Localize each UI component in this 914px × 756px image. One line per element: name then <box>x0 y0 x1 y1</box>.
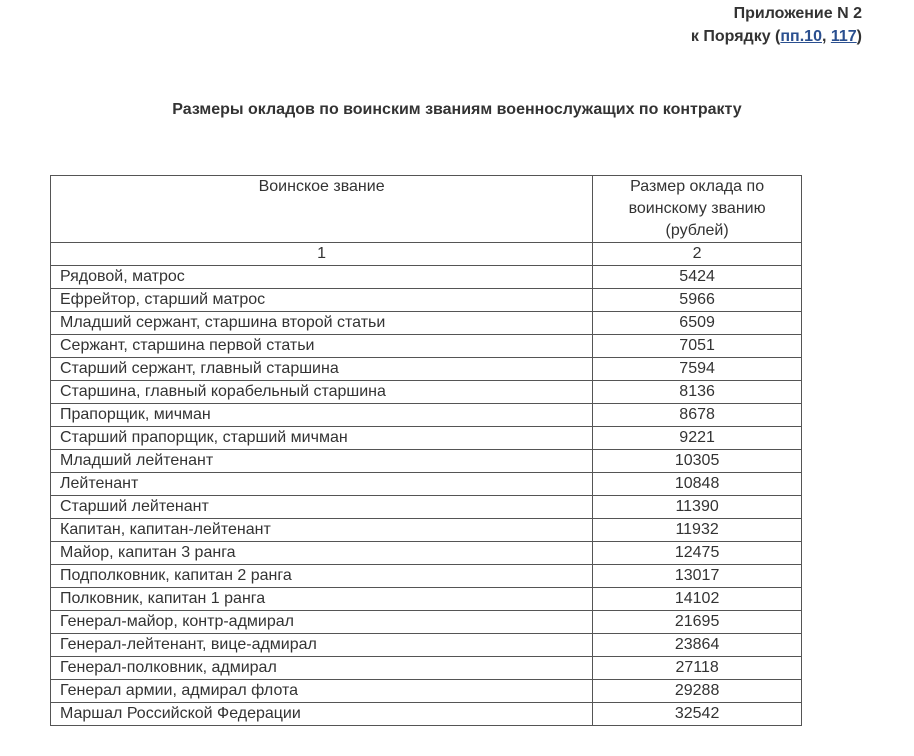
rank-cell: Старший сержант, главный старшина <box>51 358 593 381</box>
table-row <box>51 634 802 657</box>
salary-cell: 5424 <box>593 266 802 289</box>
salary-cell: 13017 <box>593 565 802 588</box>
document-title: Размеры окладов по воинским званиям военнослужащих по контракту <box>172 101 742 118</box>
rank-cell: Генерал-полковник, адмирал <box>51 657 593 680</box>
rank-cell: Ефрейтор, старший матрос <box>51 289 593 312</box>
salary-cell: 5966 <box>593 289 802 312</box>
reference-prefix: к Порядку ( <box>690 28 781 45</box>
salary-cell: 23864 <box>593 634 802 657</box>
salary-cell: 8136 <box>593 381 802 404</box>
rank-cell: Прапорщик, мичман <box>51 404 593 427</box>
reference-suffix: ) <box>856 28 862 45</box>
table-row <box>51 473 802 496</box>
salary-cell: 21695 <box>593 611 802 634</box>
column-number-1: 1 <box>51 243 593 266</box>
table-row <box>51 266 802 289</box>
salary-cell: 10848 <box>593 473 802 496</box>
salary-cell: 14102 <box>593 588 802 611</box>
column-number-2: 2 <box>593 243 802 266</box>
table-row <box>51 381 802 404</box>
rank-cell: Генерал-лейтенант, вице-адмирал <box>51 634 593 657</box>
table-row <box>51 450 802 473</box>
table-row <box>51 427 802 450</box>
salary-cell: 7051 <box>593 335 802 358</box>
table-row <box>51 358 802 381</box>
salary-cell: 27118 <box>593 657 802 680</box>
salary-table <box>50 175 802 726</box>
salary-cell: 32542 <box>593 703 802 726</box>
salary-cell: 11932 <box>593 519 802 542</box>
appendix-reference <box>691 25 862 48</box>
table-row <box>51 312 802 335</box>
appendix-number: Приложение N 2 <box>733 5 862 22</box>
salary-cell: 11390 <box>593 496 802 519</box>
header-rank: Воинское звание <box>51 176 593 243</box>
rank-cell: Подполковник, капитан 2 ранга <box>51 565 593 588</box>
header-salary: Размер оклада по воинскому званию (рублей) <box>593 176 802 243</box>
reference-separator: , <box>821 28 831 45</box>
salary-cell: 12475 <box>593 542 802 565</box>
link-paragraph-10[interactable]: пп.10 <box>780 28 822 45</box>
rank-cell: Рядовой, матрос <box>51 266 593 289</box>
rank-cell: Младший сержант, старшина второй статьи <box>51 312 593 335</box>
rank-cell: Старший прапорщик, старший мичман <box>51 427 593 450</box>
rank-cell: Сержант, старшина первой статьи <box>51 335 593 358</box>
salary-cell: 10305 <box>593 450 802 473</box>
table-row <box>51 496 802 519</box>
salary-table-body <box>51 176 802 726</box>
rank-cell: Маршал Российской Федерации <box>51 703 593 726</box>
appendix-header <box>691 2 862 48</box>
table-row <box>51 588 802 611</box>
table-row <box>51 542 802 565</box>
table-row <box>51 611 802 634</box>
rank-cell: Капитан, капитан-лейтенант <box>51 519 593 542</box>
rank-cell: Лейтенант <box>51 473 593 496</box>
rank-cell: Младший лейтенант <box>51 450 593 473</box>
salary-cell: 7594 <box>593 358 802 381</box>
table-header-row <box>51 176 802 243</box>
table-row <box>51 680 802 703</box>
rank-cell: Генерал армии, адмирал флота <box>51 680 593 703</box>
table-row <box>51 565 802 588</box>
rank-cell: Полковник, капитан 1 ранга <box>51 588 593 611</box>
rank-cell: Старшина, главный корабельный старшина <box>51 381 593 404</box>
table-row <box>51 657 802 680</box>
table-row <box>51 519 802 542</box>
salary-cell: 8678 <box>593 404 802 427</box>
rank-cell: Генерал-майор, контр-адмирал <box>51 611 593 634</box>
rank-cell: Майор, капитан 3 ранга <box>51 542 593 565</box>
salary-cell: 9221 <box>593 427 802 450</box>
table-row <box>51 404 802 427</box>
column-number-row <box>51 243 802 266</box>
table-row <box>51 703 802 726</box>
table-row <box>51 335 802 358</box>
salary-cell: 6509 <box>593 312 802 335</box>
link-paragraph-117[interactable]: 117 <box>830 28 857 45</box>
table-row <box>51 289 802 312</box>
salary-cell: 29288 <box>593 680 802 703</box>
rank-cell: Старший лейтенант <box>51 496 593 519</box>
